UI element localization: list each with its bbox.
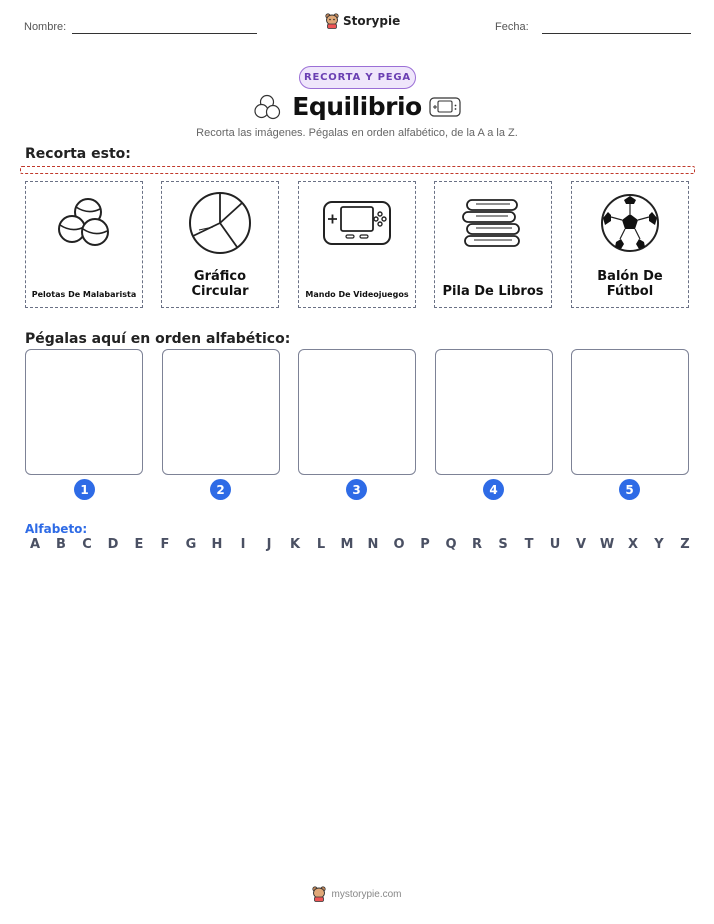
alphabet-letter: P (420, 537, 430, 552)
alphabet-letter: R (471, 537, 482, 552)
position-number: 1 (74, 479, 95, 500)
cut-card[interactable] (434, 181, 552, 308)
alphabet-letter: Y (654, 537, 664, 552)
position-number: 3 (346, 479, 367, 500)
alphabet-letter: E (134, 537, 144, 552)
alphabet-letter: J (266, 537, 272, 552)
page-title: Equilibrio (292, 92, 422, 121)
juggling-balls-icon (254, 94, 282, 120)
position-number: 4 (483, 479, 504, 500)
alphabet-letter: I (240, 537, 246, 552)
footer (0, 886, 714, 902)
footer-link[interactable]: mystorypie.com (331, 888, 402, 900)
position-number: 2 (210, 479, 231, 500)
alphabet-letter: N (367, 537, 379, 552)
paste-box[interactable] (435, 349, 553, 475)
pie-chart-icon (187, 190, 253, 256)
alphabet-letter: Q (445, 537, 457, 552)
alphabet-letter: L (316, 537, 326, 552)
paste-box[interactable] (25, 349, 143, 475)
cut-card[interactable] (161, 181, 279, 308)
alphabet-letter: V (575, 537, 587, 552)
name-field[interactable] (72, 33, 257, 34)
cut-card-label: Pelotas De Malabarista (31, 290, 137, 299)
brand-name: Storypie (343, 14, 401, 28)
alphabet-letter: W (599, 537, 615, 552)
bear-mascot-icon (325, 13, 339, 29)
juggling-balls-icon (53, 195, 115, 251)
alphabet-title: Alfabeto: (25, 522, 88, 536)
game-controller-icon (322, 199, 392, 247)
alphabet-letter: Z (680, 537, 690, 552)
alphabet-letter: A (29, 537, 41, 552)
cut-card-label: Pila De Libros (442, 284, 544, 299)
cut-guide-line (20, 166, 695, 174)
cut-card[interactable] (298, 181, 416, 308)
alphabet-letter: U (549, 537, 561, 552)
bear-mascot-icon (312, 886, 326, 902)
activity-badge: RECORTA Y PEGA (299, 66, 416, 89)
alphabet-letter: C (82, 537, 92, 552)
book-stack-icon (462, 192, 524, 254)
alphabet-letter: K (289, 537, 301, 552)
alphabet-letter: D (107, 537, 119, 552)
alphabet-letter: T (524, 537, 534, 552)
cut-heading: Recorta esto: (25, 146, 131, 162)
game-controller-icon (429, 96, 461, 118)
paste-box[interactable] (571, 349, 689, 475)
cut-card[interactable] (25, 181, 143, 308)
brand-logo (325, 13, 400, 29)
alphabet-letter: S (498, 537, 508, 552)
cut-card-label: Gráfico Circular (191, 269, 249, 299)
alphabet-letter: F (160, 537, 170, 552)
alphabet-row (25, 537, 695, 552)
alphabet-letter: X (627, 537, 639, 552)
paste-box[interactable] (162, 349, 280, 475)
date-label: Fecha: (495, 21, 529, 33)
paste-heading: Pégalas aquí en orden alfabético: (25, 331, 291, 347)
cut-card-label: Mando De Videojuegos (305, 290, 409, 299)
paste-box[interactable] (298, 349, 416, 475)
cut-card[interactable] (571, 181, 689, 308)
cut-card-label: Balón De Fútbol (597, 269, 663, 299)
position-number: 5 (619, 479, 640, 500)
name-label: Nombre: (24, 21, 67, 33)
alphabet-letter: O (393, 537, 405, 552)
alphabet-letter: M (340, 537, 354, 552)
alphabet-letter: H (211, 537, 223, 552)
date-field[interactable] (542, 33, 691, 34)
alphabet-letter: G (185, 537, 197, 552)
alphabet-letter: B (56, 537, 66, 552)
soccer-ball-icon (599, 192, 661, 254)
instructions: Recorta las imágenes. Pégalas en orden alfabético, de la A a la Z. (196, 127, 518, 139)
